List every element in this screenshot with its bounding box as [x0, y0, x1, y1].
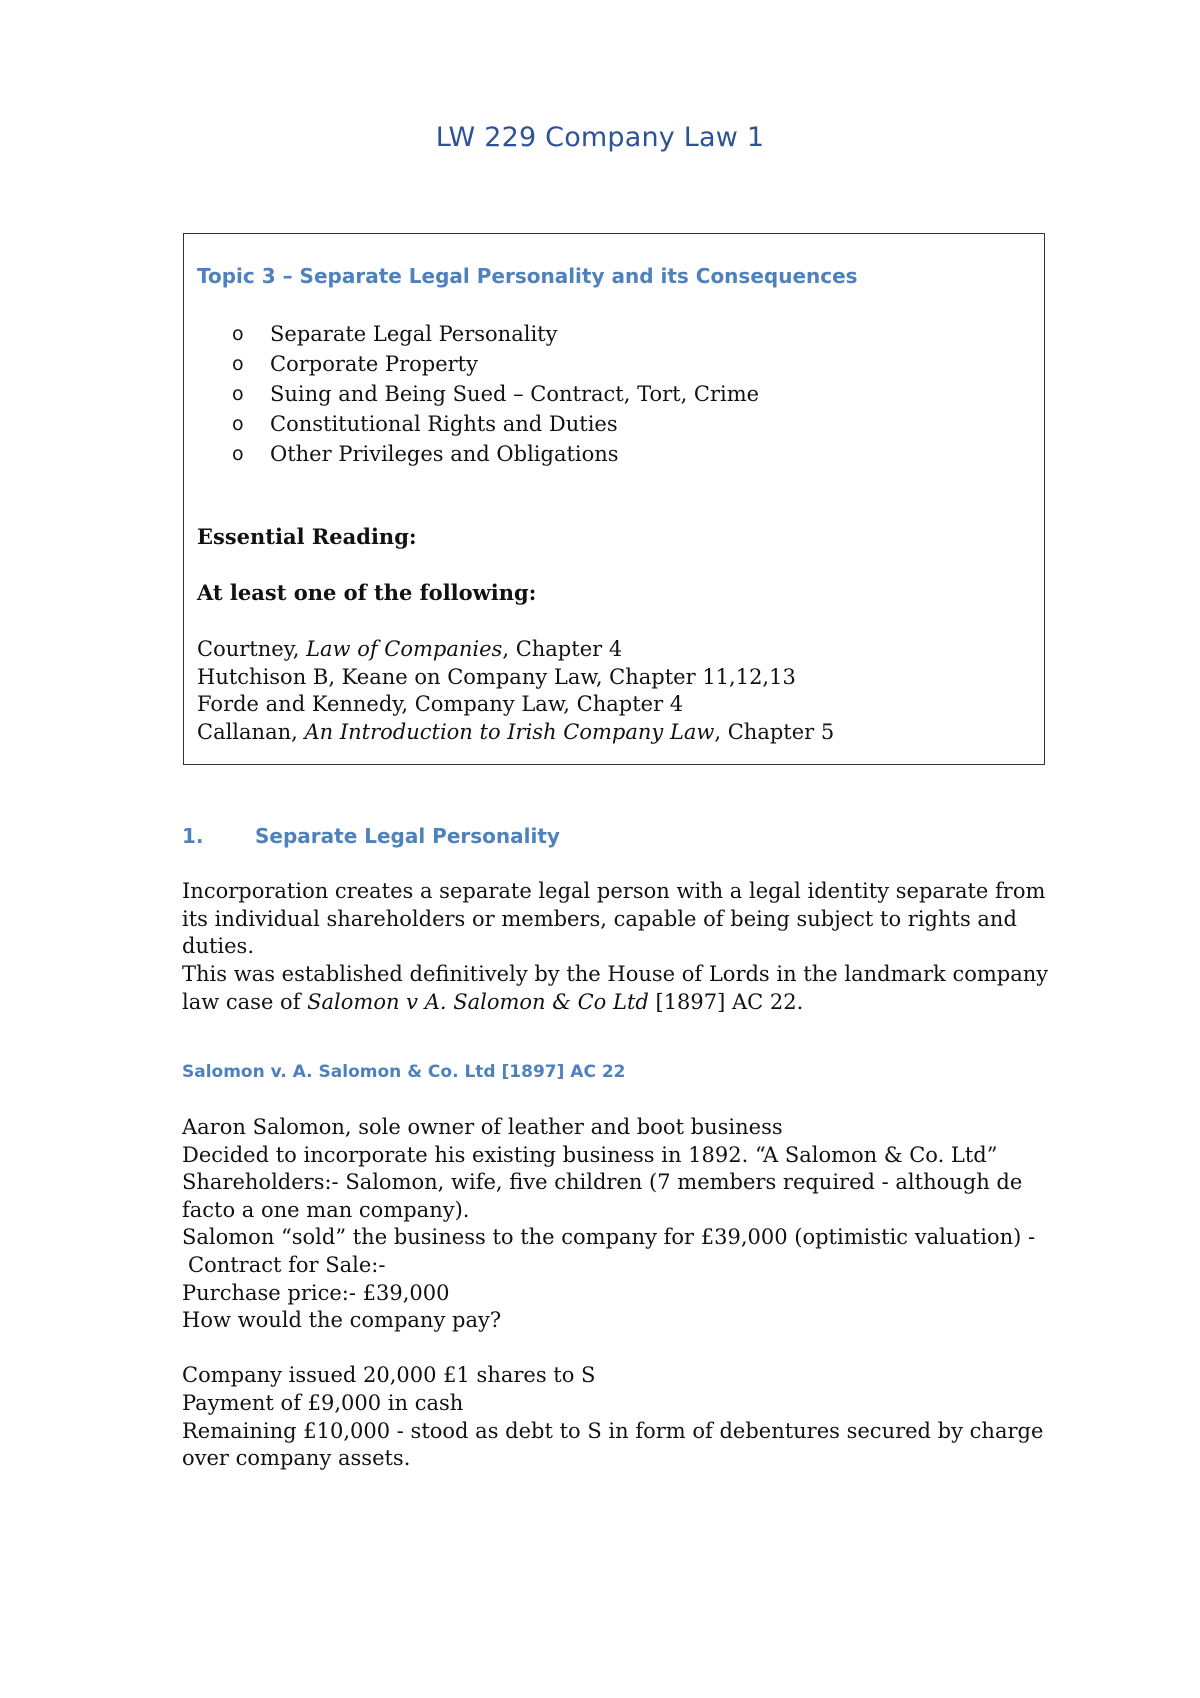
topic-list: [232, 319, 759, 469]
case-line: Decided to incorporate his existing business in 1892. “A Salomon & Co. Ltd”: [182, 1142, 998, 1167]
reference-work-title: Law of Companies: [306, 637, 503, 661]
bullet-icon: o: [232, 323, 244, 345]
reference-list: [197, 636, 834, 746]
bullet-icon: o: [232, 443, 244, 465]
essential-reading-label: Essential Reading:: [197, 524, 417, 549]
case-citation: Salomon v A. Salomon & Co Ltd: [307, 989, 649, 1014]
list-item: [232, 409, 759, 439]
document-title: LW 229 Company Law 1: [435, 122, 765, 153]
paragraph: This was established definitively by the House of Lords in the landmark company law case of Salomon v A. Salomon & Co Ltd [1897] AC 22.: [182, 962, 1049, 1014]
reference-work-title: An Introduction to Irish Company Law: [304, 719, 715, 744]
case-line: How would the company pay?: [182, 1308, 502, 1333]
section-title: Separate Legal Personality: [255, 824, 560, 848]
spacer: [182, 1335, 1062, 1363]
case-heading: Salomon v. A. Salomon & Co. Ltd [1897] AC 22: [182, 1062, 626, 1082]
reference-item: Courtney, Law of Companies, Chapter 4: [197, 637, 623, 661]
bullet-icon: o: [232, 353, 244, 375]
case-line: Salomon “sold” the business to the company for £39,000 (optimistic valuation) -: [182, 1225, 1036, 1250]
case-line: Contract for Sale:-: [188, 1252, 386, 1277]
reference-item: Hutchison B, Keane on Company Law, Chapter 11,12,13: [197, 664, 796, 689]
case-line: Payment of £9,000 in cash: [182, 1390, 464, 1415]
list-item-text: Constitutional Rights and Duties: [270, 412, 618, 436]
list-item: [232, 379, 759, 409]
list-item-text: Separate Legal Personality: [270, 322, 558, 346]
case-line: Company issued 20,000 £1 shares to S: [182, 1363, 596, 1388]
list-item: [232, 349, 759, 379]
paragraph: Incorporation creates a separate legal person with a legal identity separate from its individual shareholders or members, capable of being subject to rights and duties.: [182, 879, 1046, 958]
case-facts: [182, 1114, 1062, 1473]
list-item-text: Suing and Being Sued – Contract, Tort, Crime: [270, 382, 760, 406]
bullet-icon: o: [232, 413, 244, 435]
topic-box: [183, 233, 1045, 765]
list-item: [232, 439, 759, 469]
at-least-one-label: At least one of the following:: [197, 580, 537, 605]
topic-heading: Topic 3 – Separate Legal Personality and its Consequences: [197, 264, 858, 288]
list-item: [232, 319, 759, 349]
case-line: Aaron Salomon, sole owner of leather and boot business: [182, 1115, 783, 1139]
reference-item: Callanan, An Introduction to Irish Company Law, Chapter 5: [197, 719, 835, 744]
case-line: Shareholders:- Salomon, wife, five children (7 members required - although de facto a one man company).: [182, 1170, 1023, 1222]
section-heading: [182, 824, 560, 848]
list-item-text: Corporate Property: [270, 352, 478, 376]
bullet-icon: o: [232, 383, 244, 405]
list-item-text: Other Privileges and Obligations: [270, 442, 619, 466]
section-number: 1.: [182, 824, 204, 848]
case-line: Remaining £10,000 - stood as debt to S in form of debentures secured by charge over company assets.: [182, 1418, 1044, 1471]
case-line: Purchase price:- £39,000: [182, 1280, 450, 1305]
reference-item: Forde and Kennedy, Company Law, Chapter 4: [197, 692, 684, 716]
